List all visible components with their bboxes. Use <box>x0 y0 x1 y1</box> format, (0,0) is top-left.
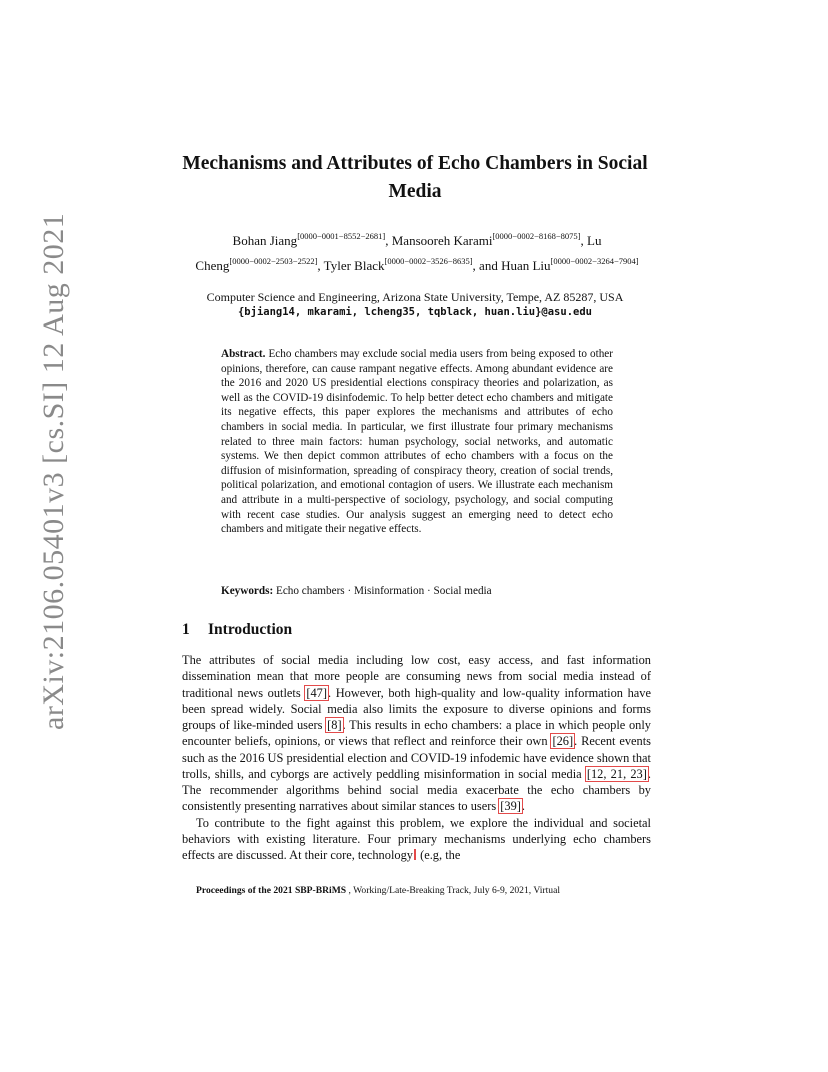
author-orcid: [0000−0001−8552−2681] <box>297 231 386 241</box>
citation-link[interactable]: [12, 21, 23] <box>586 766 647 781</box>
citation-link[interactable]: [47] <box>306 685 327 700</box>
author-orcid: [0000−0002−8168−8075] <box>492 231 581 241</box>
author-name: Lu Cheng <box>195 233 602 273</box>
author-emails: {bjiang14, mkarami, lcheng35, tqblack, huan.liu}@asu.edu <box>237 306 592 318</box>
section-number: 1 <box>182 621 190 638</box>
body-text <box>182 652 651 863</box>
citation-link[interactable]: [39] <box>500 799 521 814</box>
footnote <box>196 885 656 897</box>
affiliation-block <box>160 290 670 320</box>
paper-title: Mechanisms and Attributes of Echo Chambers in Social Media <box>182 153 648 202</box>
author-name: Huan Liu <box>501 258 551 273</box>
keywords <box>221 584 613 599</box>
text-run: The attributes of social media including low cost, easy access, and fast information dissemination mean that more people are consuming news from social media instead of traditional news outlets <box>182 653 651 700</box>
text-run: (e.g, the <box>416 848 461 862</box>
author-orcid: [0000−0002−3526−8635] <box>384 256 473 266</box>
author-orcid: [0000−0002−2503−2522] <box>229 256 318 266</box>
text-run: . The recommender algorithms behind social media exacerbate the echo chambers by consistently presenting narratives about similar stances to users <box>182 766 651 814</box>
arxiv-identifier: arXiv:2106.05401v3 [cs.SI] 12 Aug 2021 <box>37 212 70 730</box>
abstract-label: Abstract. <box>221 348 266 360</box>
author-name: Tyler Black <box>323 258 385 273</box>
author-list: Bohan Jiang[0000−0001−8552−2681], Mansooreh Karami[0000−0002−8168−8075], Lu Cheng[0000−0002−2503−2522], Tyler Black[0000−0002−3526−8635], and Huan Liu[0000−0002−3264−7904] <box>195 231 639 273</box>
keywords-text: Echo chambers · Misinformation · Social media <box>276 585 492 597</box>
paragraph <box>182 815 651 864</box>
section-title: Introduction <box>208 621 293 638</box>
text-run: . <box>521 799 526 814</box>
text-run: . However, both high-quality and low-quality information have been spread widely. Social media also limits the exposure to diverse opinions and forms groups of like-minded users <box>182 685 651 732</box>
author-orcid: [0000−0002−3264−7904] <box>550 256 639 266</box>
citation-link[interactable]: [26] <box>552 734 574 749</box>
abstract-text: Echo chambers may exclude social media users from being exposed to other opinions, therefore, can cause rampant negative effects. Among abundant evidence are the 2016 and 2020 US presidential elections conspiracy theories and polarization, as well as the COVID-19 disinfodemic. To help better detect echo chambers and mitigate its negative effects, this paper explores the mechanisms and attributes of echo chambers in social media. In particular, we first illustrate four primary mechanisms related to three main factors: human psychology, social networks, and automatic systems. We then depict common attributes of echo chambers with a focus on the diffusion of misinformation, spreading of conspiracy theory, creation of social trends, political polarization, and emotional contagion of users. We illustrate each mechanism and attribute in a multi-perspective of sociology, psychology, and social computing with recent case studies. Our analysis suggest an emerging need to detect echo chambers and mitigate their negative effects. <box>221 348 613 536</box>
citation-link[interactable]: [8] <box>327 718 342 732</box>
author-name: Bohan Jiang <box>232 233 298 248</box>
text-run: . Recent events such as the 2016 US presidential election and COVID-19 infodemic have evidence shown that trolls, shills, and cyborgs are actively peddling misinformation in social media <box>182 734 651 781</box>
affiliation: Computer Science and Engineering, Arizona State University, Tempe, AZ 85287, USA <box>206 290 624 304</box>
footnote-marker-link[interactable] <box>414 849 416 860</box>
footnote-venue: Proceedings of the 2021 SBP-BRiMS <box>196 885 347 896</box>
footnote-text: , Working/Late-Breaking Track, July 6-9, 2021, Virtual <box>346 885 560 896</box>
keywords-label: Keywords: <box>221 585 274 597</box>
author-name: Mansooreh Karami <box>391 233 493 248</box>
abstract <box>221 347 613 537</box>
text-run: To contribute to the fight against this problem, we explore the individual and societal behaviors with existing literature. Four primary mechanisms underlying echo chambers effects are discussed. At their core, technology <box>182 815 651 862</box>
section-heading <box>182 621 292 639</box>
paragraph <box>182 652 651 815</box>
text-run: . This results in echo chambers: a place in which people only encounter beliefs, opinions, or views that reflect and reinforce their own <box>182 718 652 749</box>
